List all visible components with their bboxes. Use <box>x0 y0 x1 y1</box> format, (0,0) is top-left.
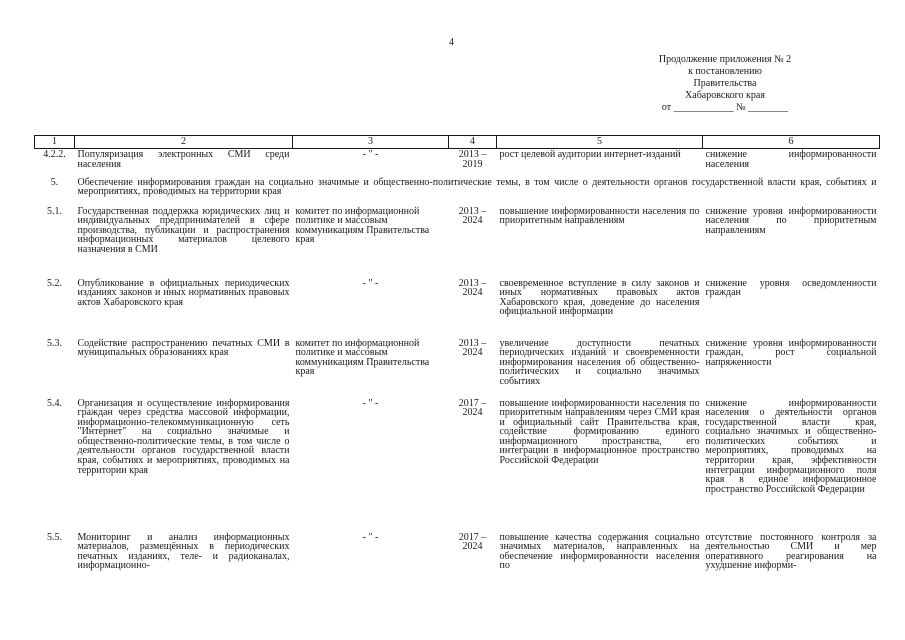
column-header-6: 6 <box>703 136 880 149</box>
row-period: 2013 – 2024 <box>458 277 487 299</box>
row-period: 2017 – 2024 <box>458 531 487 553</box>
row-consequence: снижение информированности населения <box>705 149 877 170</box>
row-result: своевременное вступление в силу законов и иных нормативных правовых актов Хабаровского края, доведение до населения официальной информации <box>499 277 700 318</box>
measures-table <box>34 135 880 571</box>
row-action: Мониторинг и анализ информационных материалов, размещённых в периодических печатных изданиях, теле- и радиоканалах, информационно- <box>77 531 290 572</box>
row-number: 5.5. <box>47 531 62 543</box>
row-executor: - " - <box>362 397 379 409</box>
column-header-5: 5 <box>497 136 703 149</box>
row-result: увеличение доступности печатных периодических изданий и своевременности информирования населения об общественно-политических и социально значимых событиях <box>499 337 700 387</box>
row-consequence: снижение уровня информированности граждан, рост социальной напряженности <box>705 337 877 368</box>
row-action: Государственная поддержка юридических лиц и индивидуальных предпринимателей в сфере производства, публикации и распространения информационных материалов целевого назначения в СМИ <box>77 205 290 255</box>
table-row <box>35 399 880 533</box>
column-header-3: 3 <box>293 136 449 149</box>
row-result: повышение информированности населения по приоритетным направлениям <box>499 205 700 227</box>
attachment-line-5: от ____________ № ________ <box>661 102 789 113</box>
column-header-2: 2 <box>75 136 293 149</box>
section-number: 5. <box>50 176 59 188</box>
row-action: Популяризация электронных СМИ среди населения <box>77 149 290 170</box>
row-result: повышение информированности населения по приоритетным направлениям через СМИ края и официальный сайт Правительства края, содействие формированию единого информационного пространства, его интеграции в информационное пространство Российской Федерации <box>499 397 700 467</box>
table-row <box>35 207 880 279</box>
row-period: 2017 – 2024 <box>458 397 487 419</box>
row-action: Организация и осуществление информирования граждан через средства массовой информации, информационно-телекоммуникационную сеть "Интернет" на социально значимые и общественно-политические темы, в том числе о деятельности органов государственной власти края, событиях и мероприятиях, проводимых на территории края <box>77 397 290 476</box>
page-number: 4 <box>449 37 454 48</box>
table-row <box>35 339 880 399</box>
section-title: Обеспечение информирования граждан на социально значимые и общественно-политические темы, в том числе о деятельности органов государственной власти края, событиях и мероприятиях, проводимых на территории края <box>77 176 877 198</box>
row-result: рост целевой аудитории интернет-изданий <box>499 149 681 160</box>
row-executor: - " - <box>362 149 379 160</box>
row-executor: комитет по информационной политике и массовым коммуникациям Правительства края <box>295 205 430 246</box>
row-consequence: снижение информированности населения о деятельности органов государственной власти края, социально значимых и общественно-политических событиях и мероприятиях, проводимых на территории края, эффективности интеграции информационного поля края в единое информационное пространство Российской Федерации <box>705 397 877 495</box>
row-consequence: снижение уровня осведомленности граждан <box>705 277 877 299</box>
row-period: 2013 – 2024 <box>458 205 487 227</box>
row-number: 5.1. <box>47 205 62 217</box>
row-number: 5.4. <box>47 397 62 409</box>
attachment-line-2: к постановлению <box>688 66 762 77</box>
row-executor: комитет по информационной политике и массовым коммуникациям Правительства края <box>295 337 430 378</box>
table-row <box>35 149 880 178</box>
table-header-row <box>35 136 880 149</box>
row-action: Опубликование в официальных периодических изданиях законов и иных нормативных правовых актов Хабаровского края <box>77 277 290 308</box>
row-consequence: снижение уровня информированности населения по приоритетным направлениям <box>705 205 877 236</box>
row-action: Содействие распространению печатных СМИ в муниципальных образованиях края <box>77 337 290 359</box>
attachment-line-3: Правительства <box>693 78 757 89</box>
table-row <box>35 533 880 571</box>
attachment-line-4: Хабаровского края <box>685 90 765 101</box>
column-header-4: 4 <box>449 136 497 149</box>
attachment-header <box>630 54 820 114</box>
row-consequence: отсутствие постоянного контроля за деятельностью СМИ и мер оперативного реагирования на ухудшение информи- <box>705 531 877 572</box>
row-period: 2013 – 2024 <box>458 337 487 359</box>
row-number: 5.3. <box>47 337 62 349</box>
table-row <box>35 279 880 339</box>
row-number: 5.2. <box>47 277 62 289</box>
column-header-1: 1 <box>35 136 75 149</box>
row-number: 4.2.2. <box>43 149 66 160</box>
row-period: 2013 – 2019 <box>458 149 487 170</box>
table-section-row <box>35 178 880 207</box>
row-executor: - " - <box>362 531 379 543</box>
attachment-line-1: Продолжение приложения № 2 <box>658 54 792 65</box>
row-result: повышение качества содержания социально значимых материалов, направленных на обеспечение информированности населения по <box>499 531 700 572</box>
row-executor: - " - <box>362 277 379 289</box>
